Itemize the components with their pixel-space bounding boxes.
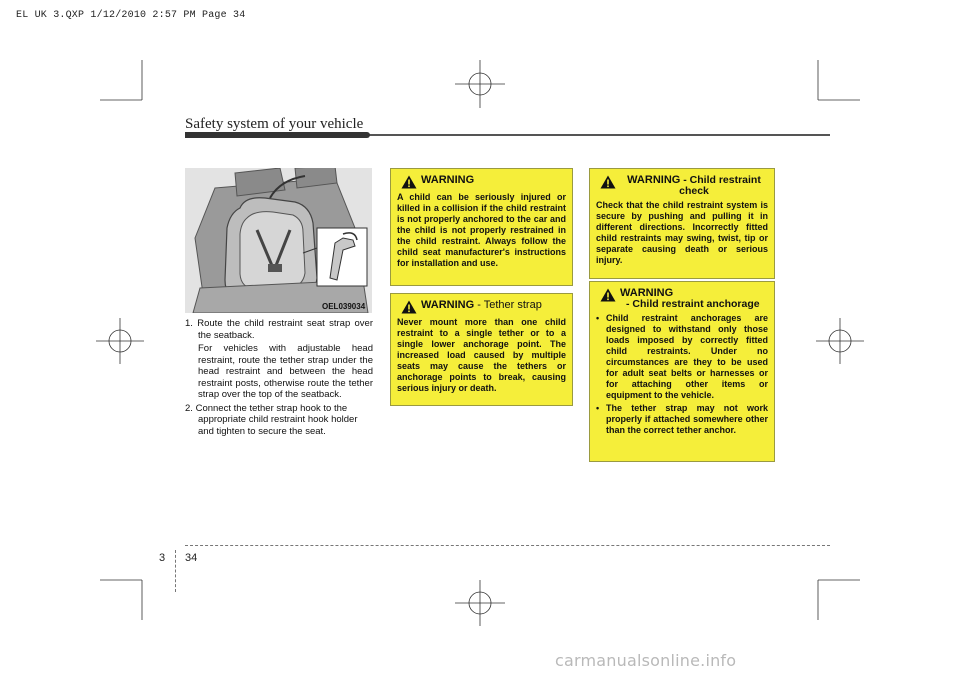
warning-tether-body: Never mount more than one child restraint to a single tether or to a single lower anchorage point. The increased load caused by multiple seats may cause the tethers or anchorage points to break, causing serious injury or death.: [397, 317, 566, 393]
warning-triangle-icon: [600, 288, 616, 302]
figure-code: OEL039034: [322, 302, 366, 311]
warning-general-header: [397, 175, 566, 189]
print-slug: EL UK 3.QXP 1/12/2010 2:57 PM Page 34: [16, 10, 246, 21]
warning-box-tether-strap: [390, 293, 573, 406]
warning-check-title: WARNING: [627, 174, 681, 186]
footer-rule: [185, 545, 830, 546]
footer-separator: [175, 550, 176, 592]
warning-tether-subtitle: - Tether strap: [474, 299, 542, 311]
warning-anchorage-subtitle: - Child restraint anchorage: [626, 298, 760, 310]
step-2: [185, 403, 373, 438]
step-2-text: Connect the tether strap hook to the appropriate child restraint hook holder and tighten to secure the seat.: [195, 402, 358, 437]
page-header-title: Safety system of your vehicle: [185, 116, 364, 132]
registration-right: [816, 318, 864, 364]
warning-tether-title: WARNING: [421, 299, 475, 311]
header-bar: [185, 132, 370, 138]
warning-general-body: A child can be seriously injured or killed in a collision if the child restraint is not properly anchored to the car and the child is not properly restrained in the child restraint. Always follow the child seat manufacturer's instructions for installation and use.: [397, 192, 566, 268]
step-1-subtext: For vehicles with adjustable head restraint, route the tether strap under the head restraint and between the head restraint posts, otherwise route the tether strap over the top of the seatback.: [198, 343, 373, 400]
child-seat-drawing: [185, 168, 372, 313]
warning-tether-header: [397, 300, 566, 314]
child-seat-illustration: [185, 168, 372, 313]
page-number: 34: [185, 552, 198, 564]
registration-top: [455, 60, 505, 108]
warning-check-subtitle: - Child restraint check: [679, 174, 761, 197]
warning-box-general: [390, 168, 573, 286]
warning-anchorage-bullet: • The tether strap may not work properly if attached somewhere other than the correct tether anchor.: [596, 403, 768, 435]
step-1-number: 1.: [185, 318, 193, 329]
step-1-text: Route the child restraint seat strap over the seatback.: [197, 318, 374, 341]
warning-box-restraint-check: [589, 168, 775, 279]
registration-left: [96, 318, 144, 364]
warning-box-restraint-anchorage: [589, 281, 775, 462]
warning-check-body: Check that the child restraint system is secure by pushing and pulling it in different directions. Incorrectly fitted child restraints may swing, twist, tip or separate causing death or serious injury.: [596, 200, 768, 265]
watermark: carmanualsonline.info: [555, 651, 737, 670]
registration-bottom: [455, 580, 505, 626]
warning-triangle-icon: [401, 175, 417, 189]
installation-steps: [185, 318, 373, 439]
warning-anchorage-bullet-text: The tether strap may not work properly if attached somewhere other than the correct tether anchor.: [606, 403, 768, 435]
warning-triangle-icon: [600, 175, 616, 189]
warning-anchorage-header: [596, 288, 768, 310]
step-1: [185, 318, 373, 401]
step-2-number: 2.: [185, 402, 193, 414]
warning-triangle-icon: [401, 300, 417, 314]
warning-anchorage-bullet-text: Child restraint anchorages are designed to withstand only those loads imposed by correctly fitted child restraints. Under no circumstances are they to be used for adult seat belts or harnesses or for attaching other items or equipment to the vehicle.: [606, 313, 768, 400]
warning-general-title: WARNING: [421, 174, 475, 186]
warning-anchorage-bullet: • Child restraint anchorages are designed to withstand only those loads imposed by correctly fitted child restraints. Under no circumstances are they to be used for adult seat belts or harnesses or for attaching other items or equipment to the vehicle.: [596, 313, 768, 400]
section-number: 3: [159, 552, 166, 564]
warning-check-header: [596, 175, 768, 197]
warning-anchorage-title: WARNING: [620, 287, 674, 299]
